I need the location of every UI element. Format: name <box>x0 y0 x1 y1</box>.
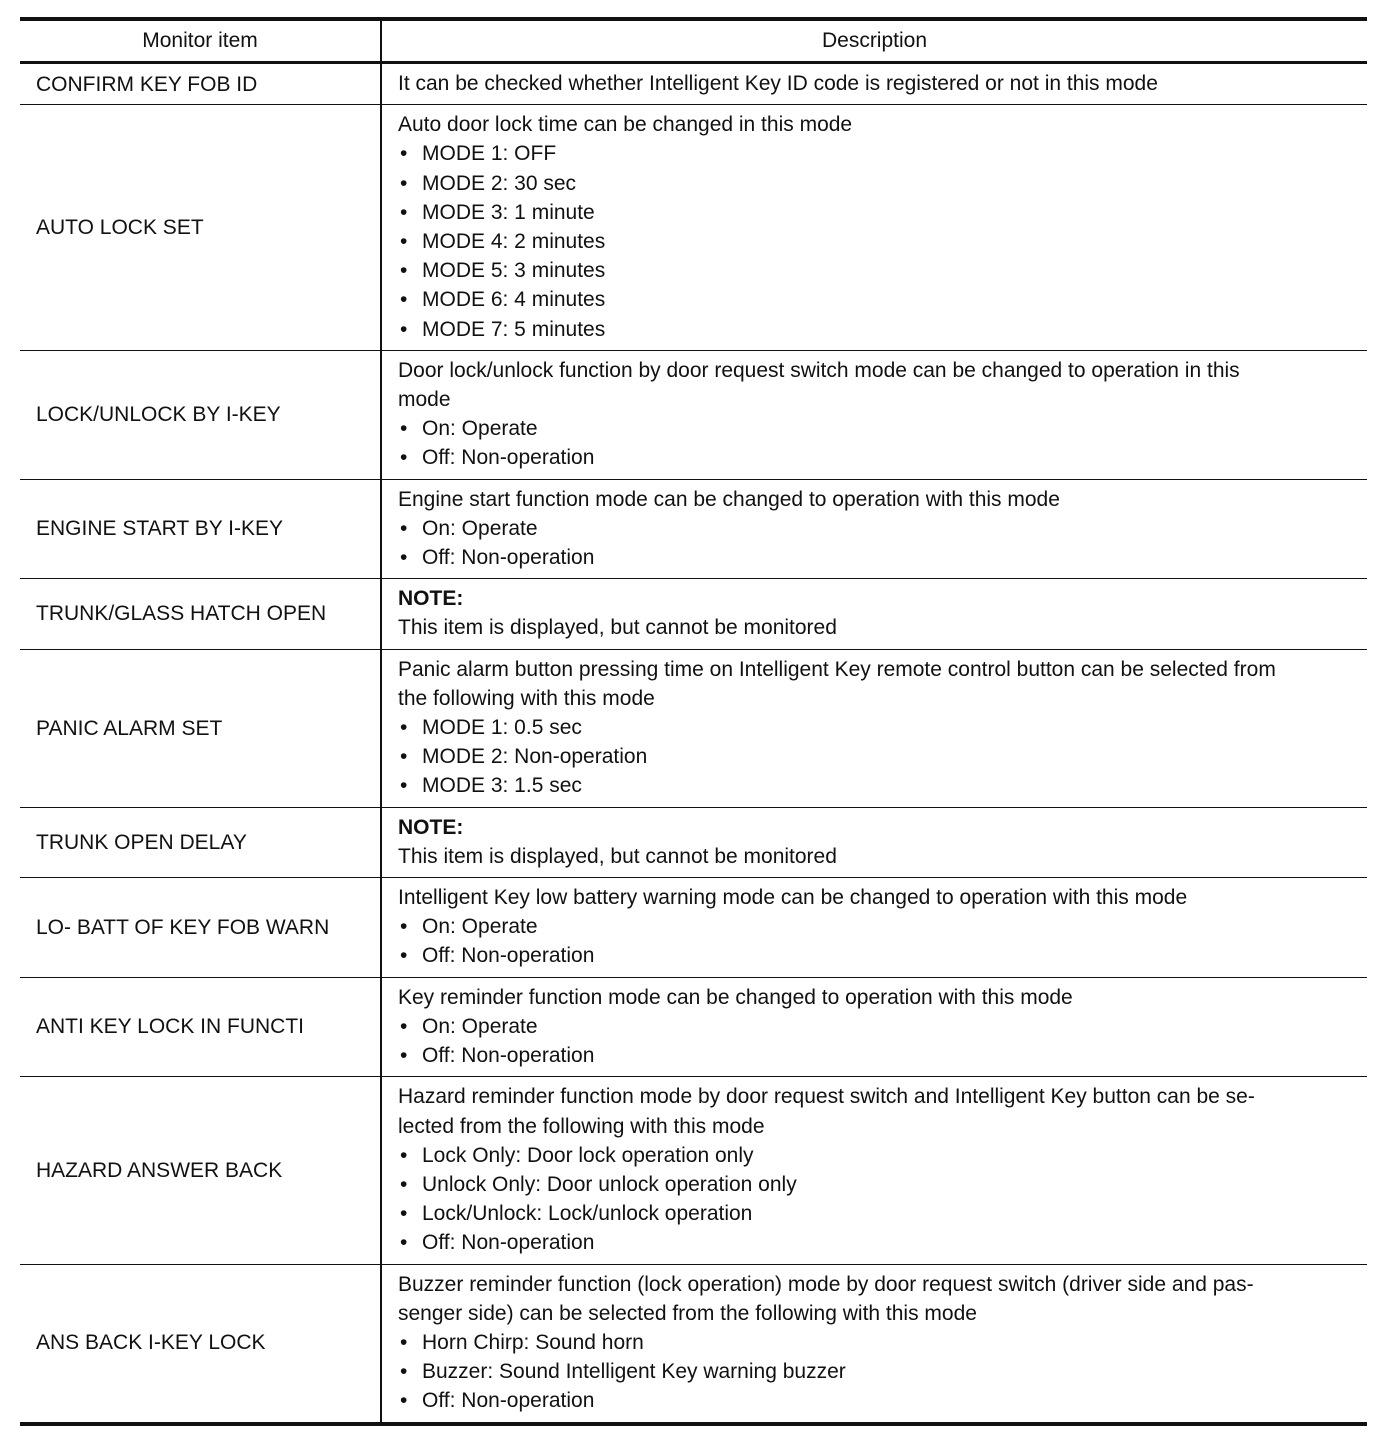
description-line: Auto door lock time can be changed in this mode <box>398 113 853 137</box>
description-cell <box>381 649 1367 807</box>
monitor-item-cell: TRUNK/GLASS HATCH OPEN <box>20 579 381 649</box>
bullet-list <box>398 912 1359 970</box>
bullet-icon: • <box>400 1231 408 1255</box>
table-row <box>20 1264 1367 1424</box>
table-row <box>20 977 1367 1077</box>
header-monitor-item: Monitor item <box>20 19 381 63</box>
bullet-list <box>398 713 1359 801</box>
monitor-item-table <box>20 17 1367 1426</box>
description-line: Engine start function mode can be changed to operation with this mode <box>398 487 1060 511</box>
bullet-text: MODE 6: 4 minutes <box>422 288 606 312</box>
bullet-text: Off: Non-operation <box>422 1044 595 1068</box>
list-item <box>398 514 1359 543</box>
table-row <box>20 63 1367 105</box>
bullet-text: Off: Non-operation <box>422 546 595 570</box>
bullet-icon: • <box>400 230 408 254</box>
monitor-item-cell: HAZARD ANSWER BACK <box>20 1077 381 1264</box>
list-item <box>398 315 1359 344</box>
description-cell <box>381 63 1367 105</box>
description-line: Buzzer reminder function (lock operation) mode by door request switch (driver side and pas- <box>398 1272 1254 1296</box>
description-line: This item is displayed, but cannot be monitored <box>398 616 837 640</box>
description-line: senger side) can be selected from the following with this mode <box>398 1301 977 1325</box>
list-item <box>398 1012 1359 1041</box>
list-item <box>398 1386 1359 1415</box>
bullet-text: Lock Only: Door lock operation only <box>422 1143 754 1167</box>
bullet-icon: • <box>400 716 408 740</box>
bullet-text: MODE 4: 2 minutes <box>422 230 606 254</box>
list-item <box>398 227 1359 256</box>
description-line: It can be checked whether Intelligent Key ID code is registered or not in this mode <box>398 72 1158 95</box>
list-item <box>398 285 1359 314</box>
bullet-text: MODE 1: 0.5 sec <box>422 716 582 740</box>
description-line: Hazard reminder function mode by door request switch and Intelligent Key button can be se- <box>398 1085 1255 1109</box>
bullet-icon: • <box>400 142 408 166</box>
bullet-icon: • <box>400 317 408 341</box>
monitor-item-cell: PANIC ALARM SET <box>20 649 381 807</box>
bullet-list <box>398 514 1359 572</box>
bullet-text: On: Operate <box>422 516 538 540</box>
table-row <box>20 649 1367 807</box>
monitor-item-cell: LO- BATT OF KEY FOB WARN <box>20 878 381 978</box>
description-cell <box>381 1077 1367 1264</box>
list-item <box>398 912 1359 941</box>
list-item <box>398 941 1359 970</box>
description-cell <box>381 579 1367 649</box>
description-line: mode <box>398 388 451 412</box>
table-row <box>20 579 1367 649</box>
table-row <box>20 1077 1367 1264</box>
bullet-icon: • <box>400 915 408 939</box>
bullet-text: Horn Chirp: Sound horn <box>422 1330 644 1354</box>
bullet-icon: • <box>400 1202 408 1226</box>
list-item <box>398 414 1359 443</box>
list-item <box>398 771 1359 800</box>
bullet-text: Buzzer: Sound Intelligent Key warning buzzer <box>422 1360 846 1384</box>
list-item <box>398 1228 1359 1257</box>
list-item <box>398 1141 1359 1170</box>
list-item <box>398 198 1359 227</box>
bullet-text: MODE 7: 5 minutes <box>422 317 606 341</box>
table-row <box>20 479 1367 579</box>
bullet-icon: • <box>400 944 408 968</box>
list-item <box>398 169 1359 198</box>
bullet-list <box>398 1012 1359 1070</box>
list-item <box>398 139 1359 168</box>
table-row <box>20 878 1367 978</box>
description-cell <box>381 350 1367 479</box>
list-item <box>398 1328 1359 1357</box>
description-line: Panic alarm button pressing time on Intelligent Key remote control button can be selected from <box>398 657 1276 681</box>
bullet-icon: • <box>400 1330 408 1354</box>
bullet-icon: • <box>400 745 408 769</box>
table-row <box>20 105 1367 351</box>
bullet-icon: • <box>400 171 408 195</box>
bullet-text: Off: Non-operation <box>422 944 595 968</box>
list-item <box>398 1170 1359 1199</box>
bullet-icon: • <box>400 516 408 540</box>
table-row <box>20 807 1367 877</box>
bullet-icon: • <box>400 259 408 283</box>
monitor-item-cell: ANTI KEY LOCK IN FUNCTI <box>20 977 381 1077</box>
bullet-text: On: Operate <box>422 1014 538 1038</box>
monitor-item-cell: ENGINE START BY I-KEY <box>20 479 381 579</box>
description-line: the following with this mode <box>398 686 655 710</box>
list-item <box>398 543 1359 572</box>
description-cell <box>381 1264 1367 1424</box>
bullet-list <box>398 1328 1359 1416</box>
bullet-icon: • <box>400 774 408 798</box>
bullet-icon: • <box>400 1044 408 1068</box>
bullet-text: MODE 3: 1 minute <box>422 200 595 224</box>
bullet-text: MODE 2: 30 sec <box>422 171 577 195</box>
bullet-text: Lock/Unlock: Lock/unlock operation <box>422 1202 753 1226</box>
table-body <box>20 63 1367 1424</box>
description-line: Key reminder function mode can be changed to operation with this mode <box>398 985 1073 1009</box>
monitor-item-cell: ANS BACK I-KEY LOCK <box>20 1264 381 1424</box>
bullet-text: Off: Non-operation <box>422 1389 595 1413</box>
bullet-icon: • <box>400 446 408 470</box>
bullet-list <box>398 139 1359 343</box>
description-cell <box>381 878 1367 978</box>
list-item <box>398 1199 1359 1228</box>
list-item <box>398 443 1359 472</box>
description-line: Door lock/unlock function by door request switch mode can be changed to operation in this <box>398 358 1240 382</box>
table-header-row <box>20 19 1367 63</box>
bullet-text: On: Operate <box>422 417 538 441</box>
bullet-icon: • <box>400 288 408 312</box>
bullet-text: Off: Non-operation <box>422 1231 595 1255</box>
bullet-text: On: Operate <box>422 915 538 939</box>
list-item <box>398 256 1359 285</box>
description-cell <box>381 105 1367 351</box>
bullet-text: MODE 3: 1.5 sec <box>422 774 582 798</box>
bullet-icon: • <box>400 1389 408 1413</box>
header-description: Description <box>381 19 1367 63</box>
bullet-text: MODE 1: OFF <box>422 142 557 166</box>
bullet-icon: • <box>400 1014 408 1038</box>
bullet-list <box>398 414 1359 472</box>
bullet-icon: • <box>400 1143 408 1167</box>
bullet-icon: • <box>400 200 408 224</box>
list-item <box>398 1357 1359 1386</box>
bullet-text: MODE 5: 3 minutes <box>422 259 606 283</box>
monitor-item-cell: TRUNK OPEN DELAY <box>20 807 381 877</box>
description-cell <box>381 977 1367 1077</box>
bullet-text: Unlock Only: Door unlock operation only <box>422 1172 797 1196</box>
monitor-item-cell: LOCK/UNLOCK BY I-KEY <box>20 350 381 479</box>
bullet-text: Off: Non-operation <box>422 446 595 470</box>
description-line: Intelligent Key low battery warning mode can be changed to operation with this mode <box>398 886 1188 910</box>
note-label: NOTE: <box>398 815 464 839</box>
bullet-list <box>398 1141 1359 1258</box>
list-item <box>398 1041 1359 1070</box>
bullet-text: MODE 2: Non-operation <box>422 745 648 769</box>
description-cell <box>381 807 1367 877</box>
list-item <box>398 742 1359 771</box>
description-line: This item is displayed, but cannot be monitored <box>398 844 837 868</box>
monitor-item-cell: CONFIRM KEY FOB ID <box>20 63 381 105</box>
note-label: NOTE: <box>398 587 464 611</box>
bullet-icon: • <box>400 1172 408 1196</box>
description-line: lected from the following with this mode <box>398 1114 765 1138</box>
description-cell <box>381 479 1367 579</box>
list-item <box>398 713 1359 742</box>
bullet-icon: • <box>400 1360 408 1384</box>
bullet-icon: • <box>400 546 408 570</box>
bullet-icon: • <box>400 417 408 441</box>
monitor-item-cell: AUTO LOCK SET <box>20 105 381 351</box>
table-row <box>20 350 1367 479</box>
